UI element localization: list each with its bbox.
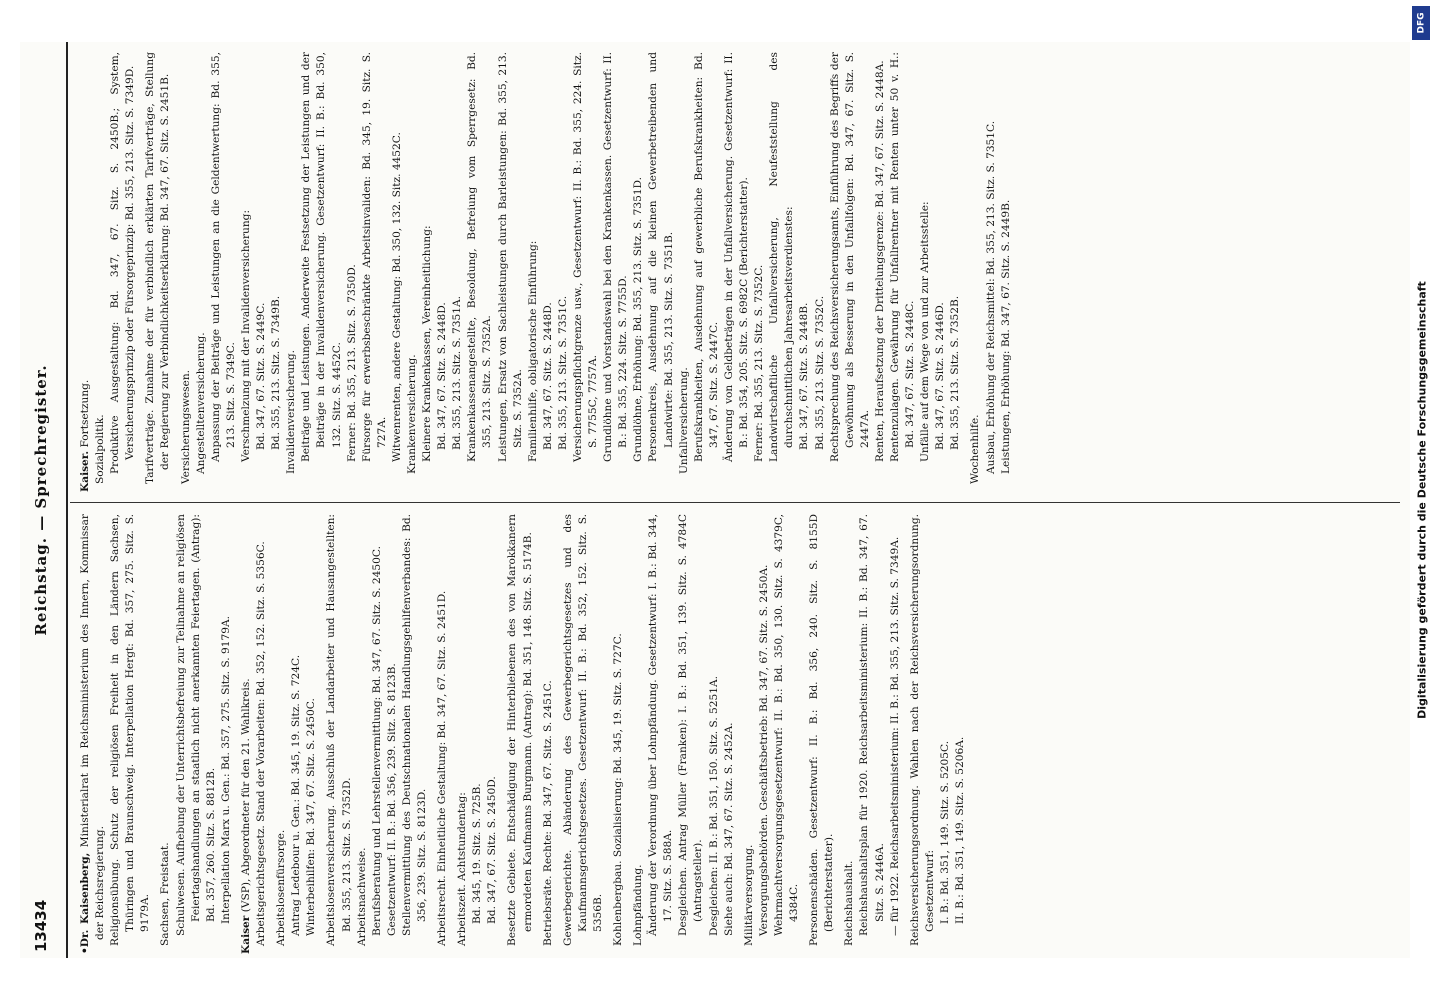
- entry-text: — für 1922. Reichsarbeitsministerium: II. B.: Bd. 355, 213. Sitz. S. 7349A.: [888, 536, 901, 936]
- dfg-logo: DFG: [1412, 6, 1430, 40]
- index-entry: [888, 52, 918, 492]
- index-entry: [842, 514, 857, 954]
- entry-text: Verschmelzung mit der Invalidenversicherung:: [239, 209, 252, 462]
- entry-text: Leistungen, Ersatz von Sachleistungen durch Barleistungen: Bd. 355, 213. Sitz. S. 7352A.: [496, 52, 524, 462]
- entry-text: Witwenrenten, andere Gestaltung: Bd. 350, 132. Sitz. 4452C.: [390, 132, 403, 462]
- entry-text: Bd. 347, 67. Sitz. S. 2448D.: [541, 302, 554, 450]
- index-entry: [757, 514, 772, 954]
- entry-text: Interpellation Marx u. Gen.: Bd. 357, 275. Sitz. S. 9179A.: [219, 616, 232, 924]
- entry-text: Arbeitslosenfürsorge.: [275, 829, 288, 946]
- index-entry: [611, 514, 626, 954]
- entry-text: Bd. 355, 213. Sitz. S. 7352C.: [813, 295, 826, 450]
- index-entry: [541, 514, 556, 954]
- index-entry: [526, 52, 541, 492]
- entry-text: Arbeitsrecht. Einheitliche Gestaltung: Bd. 347, 67. Sitz. S. 2451D.: [436, 590, 449, 946]
- entry-text: Wochenhilfe.: [969, 414, 982, 484]
- scanned-page: [20, 42, 1410, 958]
- entry-text: Versicherungswesen.: [179, 369, 192, 484]
- entry-text: Bd. 347, 67. Sitz. S. 2448D.: [436, 302, 449, 450]
- entry-text: Winterbeihilfen: Bd. 347, 67. Sitz. S. 2450C.: [305, 698, 318, 936]
- entry-text: Kohlenbergbau. Sozialisierung: Bd. 345, 19. Sitz. S. 727C.: [612, 633, 624, 946]
- entry-text: Krankenkassenangestellte, Besoldung, Befreiung vom Sperrgesetz: Bd. 355, 213. Sitz. S. 7352A.: [466, 52, 494, 462]
- entry-text: Fürsorge für erwerbsbeschränkte Arbeitsinvaliden: Bd. 345, 19. Sitz. S. 727A.: [360, 52, 388, 462]
- index-entry: [938, 514, 953, 954]
- entry-text: Ferner: Bd. 355, 213. Sitz. S. 7350D.: [345, 264, 358, 462]
- entry-text: Wehrmachtversorgungsgesetzentwurf: II. B.: Bd. 350, 130. Sitz. S. 4379C, 4384C.: [772, 514, 801, 936]
- entry-text: Personenschäden. Gesetzentwurf: II. B.: Bd. 356, 240. Sitz. S. 8155D (Berichterstatter).: [808, 514, 836, 946]
- entry-text: (VSP), Abgeordneter für den 21. Wahlkreis.: [239, 678, 252, 916]
- entry-text: Religionsübung. Schutz der religiösen Freiheit in den Ländern Sachsen, Thüringen und Braunschweig. Interpellation Hergt: Bd. 357, 275. Sitz. S. 9179A.: [109, 514, 152, 946]
- index-entry: [767, 52, 797, 492]
- entry-text: Grundlöhne und Vorstandswahl bei den Krankenkassen. Gesetzentwurf: II. B.: Bd. 355, 224. Sitz. S. 7755D.: [602, 52, 630, 462]
- entry-text: Reichshaushalt.: [843, 860, 856, 946]
- entry-text: Arbeitsnachweise.: [355, 847, 368, 946]
- entry-text: Leistungen, Erhöhung: Bd. 347, 67. Sitz. S. 2449B.: [999, 199, 1012, 474]
- index-entry: [722, 514, 737, 954]
- index-entry: [646, 514, 676, 954]
- index-entry: [707, 514, 722, 954]
- left-column: [78, 514, 1398, 954]
- index-entry: [420, 52, 435, 492]
- index-entry: [370, 514, 385, 954]
- entry-text: Berufsberatung und Lehrstellenvermittlung: Bd. 347, 67. Sitz. S. 2450C.: [370, 546, 383, 936]
- index-entry: [455, 514, 470, 954]
- right-column: [78, 52, 1398, 492]
- index-entry: [143, 52, 173, 492]
- index-entry: [631, 514, 646, 954]
- index-entry: [254, 52, 269, 492]
- entry-text: Arbeitslosenversicherung. Ausschluß der Landarbeiter und Hausangestellten: Bd. 355, 213. Sitz. S. 7352D.: [325, 514, 353, 946]
- index-entry: [948, 52, 963, 492]
- index-entry: [571, 52, 601, 492]
- index-entry: [93, 52, 108, 492]
- entry-text: Bd. 347, 67. Sitz. S. 2449C.: [255, 302, 268, 450]
- index-entry: [873, 52, 888, 492]
- entry-text: Fortsetzung.: [79, 379, 91, 451]
- index-entry: [269, 52, 284, 492]
- entry-text: Anpassung der Beiträge und Leistungen an die Geldentwertung: Bd. 355, 213. Sitz. S. 7349C.: [209, 52, 237, 462]
- entry-text: Bd. 355, 213. Sitz. S. 7349B.: [270, 295, 283, 450]
- index-entry: [219, 514, 234, 954]
- entry-text: Personenkreis, Ausdehnung auf die kleinen Gewerbetreibenden und Landwirte: Bd. 355, 213. Sitz. S. 7351B.: [647, 52, 675, 462]
- entry-text: Betriebsräte. Rechte: Bd. 347, 67. Sitz. S. 2451C.: [541, 680, 554, 946]
- index-entry: [968, 52, 983, 492]
- entry-text: Änderung von Geldbeträgen in der Unfallversicherung. Gesetzentwurf: II. B.: Bd. 354, 205. Sitz. S. 6982C (Berichterstatter).: [722, 52, 751, 462]
- index-entry: [385, 514, 400, 954]
- index-entry: [828, 52, 873, 492]
- index-entry: [360, 52, 390, 492]
- index-entry: [108, 52, 138, 492]
- entry-text: Invalidenversicherung.: [285, 350, 298, 474]
- index-entry: [174, 514, 219, 954]
- index-entry: [355, 514, 370, 954]
- entry-text: Arbeitszeit. Achtstundentag:: [456, 792, 469, 946]
- entry-text: Bd. 347, 67. Sitz. S. 2446D.: [934, 302, 947, 450]
- index-entry: [405, 52, 420, 492]
- entry-text: Rechtsprechung des Reichsversicherungsamts, Einführung des Begriffs der Gewöhnung als Besserung in den Unfallfolgen: Bd. 347, 67. Sitz. S. 2447A.: [828, 52, 871, 462]
- entry-text: Beiträge und Leistungen. Anderweite Festsetzung der Leistungen und der Beiträge in der Invalidenversicherung. Gesetzentwurf: II. B.: Bd. 350, 132. Sitz. S. 4452C.: [300, 52, 343, 462]
- entry-text: Kleinere Krankenkassen, Vereinheitlichung:: [421, 225, 434, 462]
- index-entry: [496, 52, 526, 492]
- column-divider: [70, 502, 1400, 503]
- entry-text: Bd. 347, 67. Sitz. S. 2450D.: [486, 776, 499, 924]
- entry-text: Versicherungspflichtgrenze usw., Gesetzentwurf: II. B.: Bd. 355, 224. Sitz. S. 7755C, 7757A.: [572, 52, 600, 462]
- index-entry: [435, 514, 450, 954]
- index-entry: [465, 52, 495, 492]
- entry-text: Gewerbegerichte. Abänderung des Gewerbegerichtsgesetzes und des Kaufmannsgerichtsgesetzes. Gesetzentwurf: II. B.: Bd. 352, 152. Sitz. S. 5356B.: [561, 514, 604, 946]
- index-entry: [807, 514, 837, 954]
- entry-text: Stellenvermittlung des Deutschnationalen Handlungsgehilfenverbandes: Bd. 356, 239. Sitz. S. 8123D.: [400, 514, 428, 936]
- index-entry: [999, 52, 1014, 492]
- index-entry: [908, 514, 938, 954]
- index-entry: [485, 514, 500, 954]
- entry-text: Arbeitsgerichtsgesetz. Stand der Vorarbeiten: Bd. 352, 152. Sitz. S. 5356C.: [255, 541, 268, 946]
- entry-text: Versorgungsbehörden. Geschäftsbetrieb: Bd. 347, 67. Sitz. S. 2450A.: [757, 564, 770, 936]
- entry-text: Antrag Ledebour u. Gen.: Bd. 345, 19. Sitz. S. 724C.: [290, 654, 303, 936]
- entry-text: Ferner: Bd. 355, 213. Sitz. S. 7352C.: [753, 264, 766, 462]
- index-entry: [289, 514, 304, 954]
- index-entry: [299, 52, 344, 492]
- entry-text: II. B.: Bd. 351, 149. Sitz. S. 5206A.: [953, 736, 966, 924]
- index-entry: [239, 514, 254, 954]
- entry-text: Tarifverträge. Zunahme der für verbindlich erklärten Tarifverträge, Stellung der Regierung zur Verbindlichkeitserklärung: Bd. 347, 67. Sitz. S. 2451B.: [144, 52, 172, 484]
- entry-text: Besetzte Gebiete. Entschädigung der Hinterbliebenen des von Marokkanern ermordeten Kaufmanns Burgmann. (Antrag): Bd. 351, 148. Sitz. S. 5174B.: [506, 514, 534, 946]
- entry-text: Bd. 355, 213. Sitz. S. 7351C.: [556, 295, 569, 450]
- index-entry: [400, 514, 430, 954]
- entry-text: Ausbau, Erhöhung der Reichsmittel: Bd. 355, 213. Sitz. S. 7351C.: [984, 120, 997, 474]
- index-entry: [324, 514, 354, 954]
- entry-text: Bd. 347, 67. Sitz. S. 2448B.: [798, 302, 811, 450]
- entry-text: Renten, Heraufsetzung der Drittelungsgrenze: Bd. 347, 67. Sitz. S. 2448A.: [873, 60, 886, 462]
- index-entry: [470, 514, 485, 954]
- entry-text: Berufskrankheiten, Ausdehnung auf gewerbliche Berufskrankheiten: Bd. 347, 67. Sitz. S. 2447C.: [692, 52, 720, 462]
- index-entry: [284, 52, 299, 492]
- index-entry: [158, 514, 173, 954]
- index-entry: [797, 52, 812, 492]
- index-entry: [631, 52, 646, 492]
- index-entry: [953, 514, 968, 954]
- index-entry: [274, 514, 289, 954]
- entry-text: Reichshaushaltsplan für 1920. Reichsarbeitsministerium: II. B.: Bd. 347, 67. Sitz. S. 2446A.: [858, 514, 886, 936]
- index-entry: [752, 52, 767, 492]
- speaker-name: Kaiser.: [79, 450, 91, 492]
- digitization-credit: Digitalisierung gefördert durch die Deutsche Forschungsgemeinschaft: [1415, 281, 1429, 719]
- entry-text: Produktive Ausgestaltung: Bd. 347, 67. Sitz. S. 2450B.; System, Versicherungsprinzip oder Fürsorgeprinzip: Bd. 355, 213. Sitz. S. 7349D.: [109, 52, 137, 474]
- page-header: [20, 42, 68, 958]
- entry-text: Lohnpfändung.: [632, 864, 645, 946]
- entry-text: I. B.: Bd. 351, 149. Sitz. S. 5205C.: [938, 740, 951, 924]
- index-entry: [722, 52, 752, 492]
- entry-text: Rentenzulagen. Gewährung für Unfallrentner mit Renten unter 50 v. H.: Bd. 347, 67. Sitz. S. 2448C.: [888, 52, 917, 462]
- speaker-name: •Dr. Kaisenberg,: [79, 852, 91, 954]
- index-entry: [345, 52, 360, 492]
- index-entry: [918, 52, 933, 492]
- index-entry: [209, 52, 239, 492]
- entry-text: Militärversorgung.: [742, 844, 755, 946]
- index-entry: [78, 52, 93, 492]
- index-entry: [984, 52, 999, 492]
- index-entry: [304, 514, 319, 954]
- index-entry: [194, 52, 209, 492]
- index-entry: [933, 52, 948, 492]
- index-entry: [254, 514, 269, 954]
- page-title: Reichstag. — Sprechregister.: [32, 364, 50, 636]
- index-entry: [108, 514, 153, 954]
- entry-text: Gesetzentwurf: II. B.: Bd. 356, 239. Sitz. S. 8123B.: [385, 663, 398, 936]
- speaker-name: Kaiser: [239, 915, 252, 954]
- index-entry: [888, 514, 903, 954]
- index-entry: [435, 52, 450, 492]
- index-entry: [556, 52, 571, 492]
- index-entry: [772, 514, 802, 954]
- index-entry: [561, 514, 606, 954]
- page-number: 13434: [32, 899, 50, 952]
- entry-text: Grundlöhne, Erhöhung: Bd. 355, 213. Sitz. S. 7351D.: [632, 176, 645, 462]
- index-entry: [601, 52, 631, 492]
- entry-text: Siehe auch: Bd. 347, 67. Sitz. S. 2452A.: [722, 722, 735, 936]
- entry-text: Angestelltenversicherung.: [194, 332, 207, 474]
- index-entry: [813, 52, 828, 492]
- index-entry: [676, 514, 706, 954]
- entry-text: Desgleichen. Antrag Müller (Franken): I. B.: Bd. 351, 139. Sitz. S. 4784C (Antragsteller).: [677, 514, 705, 936]
- entry-text: Änderung der Verordnung über Lohnpfändung. Gesetzentwurf: I. B.: Bd. 344, 17. Sitz. S. 588A.: [647, 514, 675, 936]
- index-entry: [692, 52, 722, 492]
- entry-text: Ministerialrat im Reichsministerium des Innern, Kommissar der Reichsregierung.: [79, 514, 107, 940]
- index-entry: [390, 52, 405, 492]
- entry-text: Unfallversicherung.: [677, 367, 690, 474]
- entry-text: Sachsen, Freistaat.: [159, 842, 172, 946]
- entry-text: Krankenversicherung.: [405, 354, 418, 474]
- entry-text: Schulwesen. Aufhebung der Unterrichtsbefreiung zur Teilnahme an religiösen Feiertagshandlungen an staatlich nicht anerkannten Feiertagen. (Antrag): Bd. 357, 260. Sitz. S. 8812B.: [174, 514, 217, 936]
- entry-text: Familienhilfe, obligatorische Einführung:: [526, 240, 539, 462]
- entry-text: Reichsversicherungsordnung. Wahlen nach der Reichsversicherungsordnung. Gesetzentwurf:: [908, 514, 936, 946]
- index-entry: [857, 514, 887, 954]
- entry-text: Desgleichen: II. B.: Bd. 351, 150. Sitz. S. 5251A.: [707, 675, 720, 936]
- index-entry: [239, 52, 254, 492]
- entry-text: Unfälle auf dem Wege von und zur Arbeitsstelle:: [919, 201, 932, 462]
- index-entry: [541, 52, 556, 492]
- entry-text: Sozialpolitik.: [94, 414, 107, 484]
- index-entry: [646, 52, 676, 492]
- index-entry: [179, 52, 194, 492]
- entry-text: Landwirtschaftliche Unfallversicherung, Neufeststellung des durchschnittlichen Jahresarbeitsverdienstes:: [768, 52, 796, 462]
- entry-text: Bd. 345, 19. Sitz. S. 725B.: [471, 783, 484, 924]
- index-entry: [677, 52, 692, 492]
- index-entry: [450, 52, 465, 492]
- index-entry: [505, 514, 535, 954]
- index-entry: [742, 514, 757, 954]
- entry-text: Bd. 355, 213. Sitz. S. 7351A.: [451, 295, 464, 450]
- index-entry: [78, 514, 108, 954]
- entry-text: Bd. 355, 213. Sitz. S. 7352B.: [949, 295, 962, 450]
